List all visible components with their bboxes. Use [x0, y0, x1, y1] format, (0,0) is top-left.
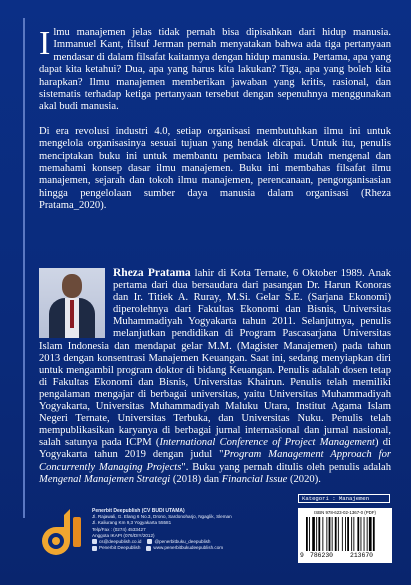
publisher-phone: Telp/Fax : (0274) 4533427 [92, 526, 146, 532]
deepublish-logo-icon [40, 507, 86, 559]
barcode-bars [306, 517, 386, 551]
category-label: Kategori : Manajemen [298, 494, 390, 503]
facebook-icon [92, 546, 97, 551]
publisher-address-2: Jl. Kaliurang Km 9,3 Yogyakarta 55581 [92, 520, 172, 526]
author-bio-text-2: ) di Yogyakarta tahun 2019 dengan judul " [39, 437, 391, 461]
author-bio-text-3: ". Buku yang pernah ditulis oleh penulis adalah [181, 461, 392, 473]
blurb-paragraph-1-text: lmu manajemen jelas tidak pernah bisa dipisahkan dari hidup manusia. Immanuel Kant, filsuf Jerman pernah menyatakan bahwa ada tiga pertanyaan mendasar di dalam filsafat kaitannya dengan hidup manusia. Pertama, apa yang dapat kita ketahui? Dua, apa yang harus kita lakukan? Tiga, apa yang boleh kita harapkan? Ilmu manajemen memberikan jawaban yang kritis, rasional, dan sistematis terhadap ketiga pertanyaan tersebut dengan sepenuhnya menggunakan akal budi manusia. [39, 27, 391, 113]
book-title-1: Mengenal Manajemen Strategi [39, 473, 171, 485]
publisher-address-1: Jl. Rajawali, G. Elang 6 No.3, Drono, Sardonoharjo, Ngaglik, Sleman [92, 514, 232, 520]
paper-title: Program Management Approach for Concurrently Managing Projects [39, 449, 391, 473]
publisher-info [92, 508, 257, 551]
author-bio-text-5: (2020). [287, 473, 321, 485]
publisher-social-1: @penerbitbuku_deepublish [154, 539, 211, 545]
publisher-social-2: Penerbit Deepublish [99, 545, 141, 551]
author-bio-text-4: (2018) dan [170, 473, 222, 485]
author-name: Rheza Pratama [113, 267, 191, 279]
blurb-paragraph-1 [39, 27, 391, 114]
instagram-icon [147, 539, 152, 544]
author-photo [39, 268, 105, 338]
globe-icon [146, 546, 151, 551]
author-bio [39, 267, 391, 486]
publisher-ikapi: Anggota IKAPI (076/DIY/2012) [92, 532, 155, 538]
barcode-digit-group-2: 213670 [350, 552, 374, 559]
barcode-digit-group-1: 786230 [310, 552, 334, 559]
decorative-vertical-line [23, 18, 25, 518]
email-icon [92, 539, 97, 544]
drop-cap: I [39, 25, 51, 62]
publisher-website: www.penerbitbukudeepublish.com [153, 545, 224, 551]
publisher-contacts-row-2 [92, 545, 257, 551]
blurb-paragraph-2: Di era revolusi industri 4.0, setiap organisasi membutuhkan ilmu ini untuk mengelola organisasinya sesuai tujuan yang hendak dicapai. Untuk itu, penulis menciptakan buku ini untuk membantu pembaca lebih mudah mengenal dan memahami konsep dasar ilmu manajemen. Buku ini membahas filsafat ilmu manajemen, sejarah dan tokoh ilmu manajemen, perencanaan, pengorganisasian hingga pengelolaan sumber daya manusia dalam organisasi (Rheza Pratama_2020). [39, 125, 391, 212]
publisher-email: cs@deepublish.co.id [99, 539, 142, 545]
barcode-digit-prefix: 9 [300, 552, 304, 559]
isbn-barcode [298, 508, 392, 563]
book-blurb [39, 27, 391, 225]
publisher-name: Penerbit Deepublish (CV BUDI UTAMA) [92, 508, 185, 514]
book-title-2: Financial Issue [221, 473, 288, 485]
conference-name: International Conference of Project Management [159, 437, 375, 449]
author-bio-text-1: lahir di Kota Ternate, 6 Oktober 1989. Anak pertama dari dua bersaudara dari pasangan Dr. Harun Konoras dan Ir. Titiek A. Ruray, M.Si. Gelar S.E. (Sarjana Ekonomi) diperolehnya dari Fakultas Ekonomi dan Bisnis, Universitas Muhammadiyah Yogyakarta tahun 2011. Selanjutnya, penulis melanjutkan pendidikan di Program Pascasarjana Universitas Islam Indonesia dan mendapat gelar M.M. (Magister Manajemen) pada tahun 2013 dengan konsentrasi Manajemen Keuangan. Saat ini, sedang menyiapkan diri untuk mengambil program doktor di bidang Keuangan. Penulis adalah dosen tetap di Fakultas Ekonomi dan Bisnis, Universitas Khairun. Penulis telah memiliki pengalaman mengajar di berbagai universitas, yaitu Universitas Muhammadiyah Yogyakarta, Universitas Muhammadiyah Maluku Utara, Institut Agama Islam Negeri Ternate, Universitas Terbuka, dan Universitas Nuku. Penulis telah mempublikasikan karyanya di berbagai jurnal internasional dan jurnal nasional, salah satunya pada ICPM ( [39, 268, 391, 449]
isbn-text: ISBN 978-623-02-1367-0 (PDF) [314, 510, 376, 515]
